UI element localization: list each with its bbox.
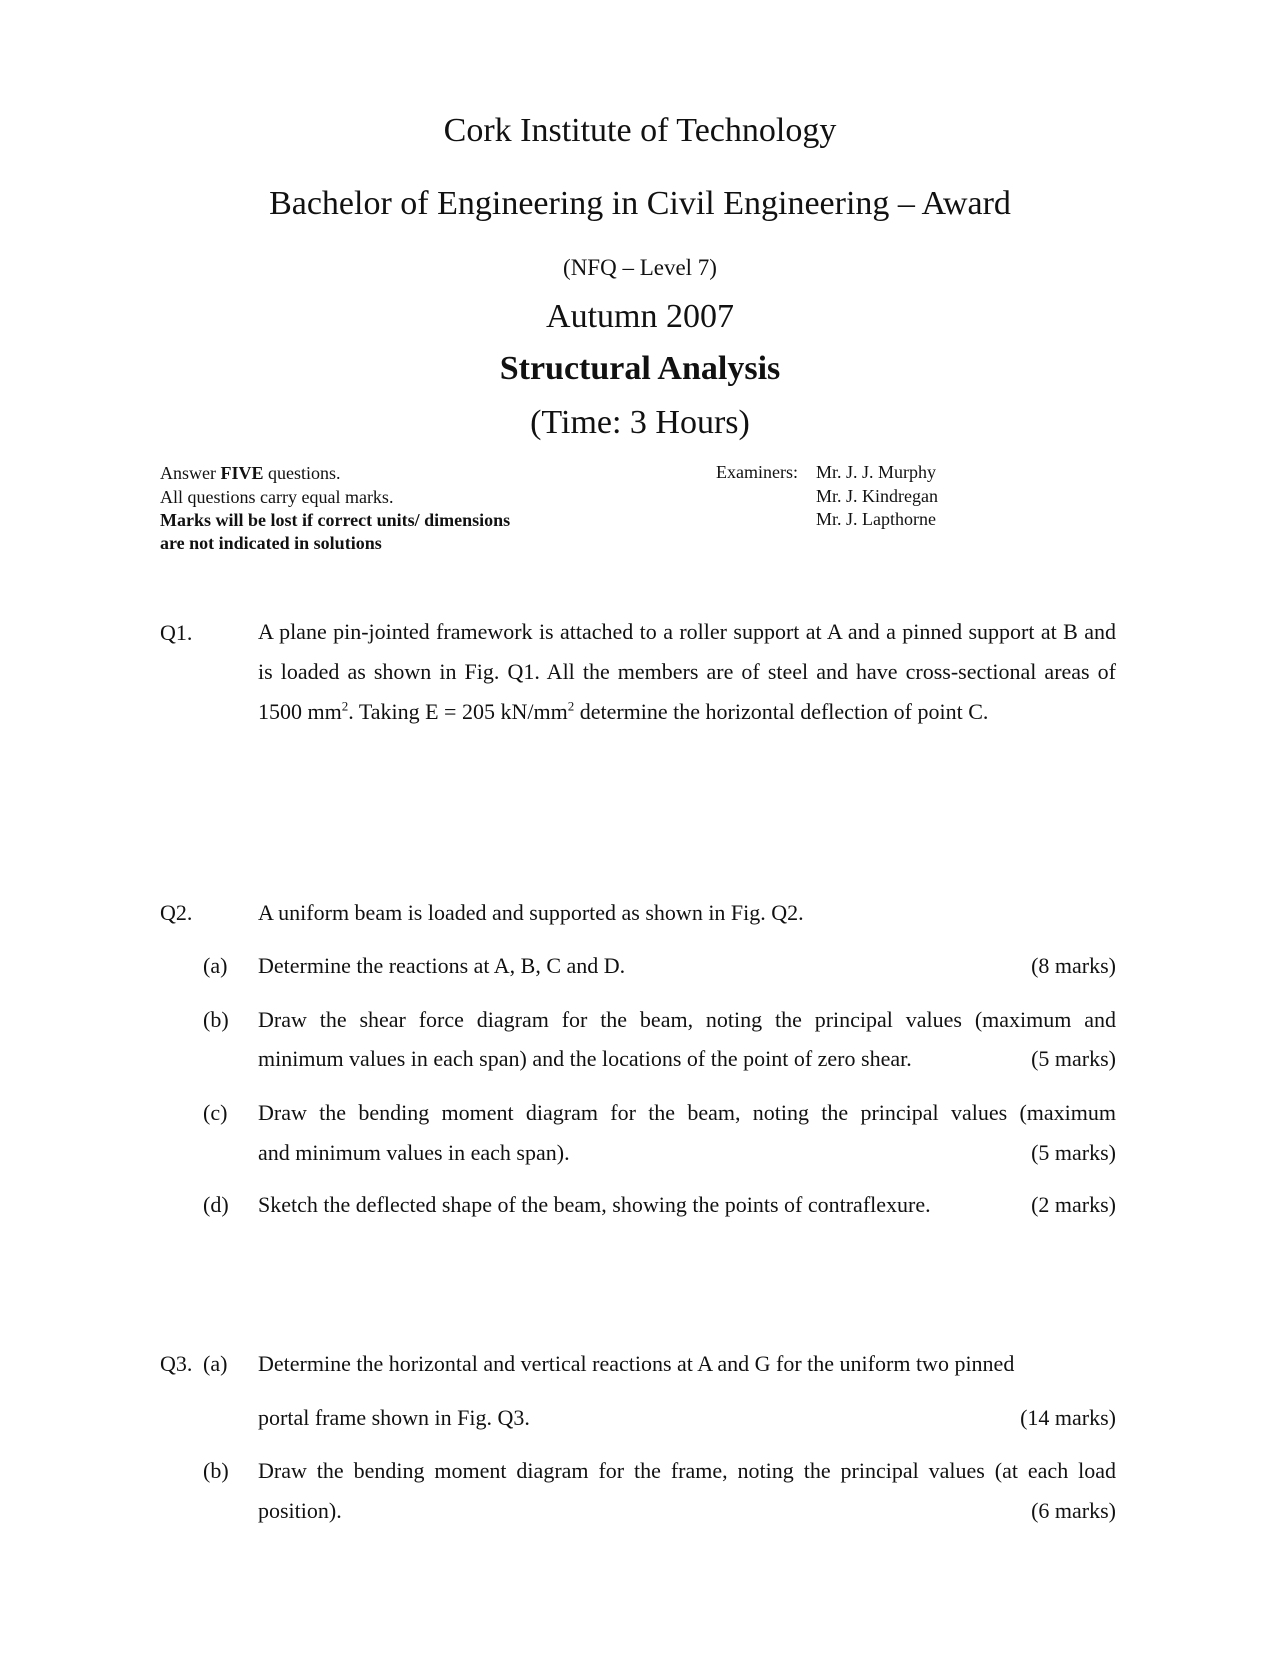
q3a-text-line1: Determine the horizontal and vertical reactions at A and G for the uniform two pinned <box>258 1351 1015 1376</box>
instruction-suffix: questions. <box>263 463 341 483</box>
instruction-prefix: Answer <box>160 463 221 483</box>
subject-title: Structural Analysis <box>499 350 781 387</box>
question-2-label: Q2. <box>160 900 193 925</box>
nfq-level: (NFQ – Level 7) <box>563 255 717 280</box>
instruction-five: FIVE <box>220 463 264 483</box>
q1-superscript: 2 <box>341 698 349 714</box>
q2-part-label: (b) <box>203 1007 229 1032</box>
q1-text-part-c: determine the horizontal deflection of point C. <box>574 699 989 724</box>
examiners-label: Examiners: <box>716 462 798 482</box>
question-3-label: Q3. <box>160 1351 193 1376</box>
q3a-marks: (14 marks) <box>1020 1405 1116 1430</box>
q3b-text-line1: Draw the bending moment diagram for the frame, noting the principal values (at each load <box>258 1458 1116 1483</box>
q1-text-part-b: . Taking E = 205 kN/mm <box>348 699 568 724</box>
institution-title: Cork Institute of Technology <box>443 112 837 149</box>
exam-duration: (Time: 3 Hours) <box>530 404 750 441</box>
q2d-text: Sketch the deflected shape of the beam, showing the points of contraflexure. <box>258 1192 931 1217</box>
q1-superscript: 2 <box>567 698 575 714</box>
q3a-text-line2: portal frame shown in Fig. Q3. <box>258 1405 530 1430</box>
examiner-name: Mr. J. J. Murphy <box>816 462 937 482</box>
examiner-name: Mr. J. Lapthorne <box>816 509 936 529</box>
q3b-marks: (6 marks) <box>1031 1498 1116 1523</box>
q3-part-label: (b) <box>203 1458 229 1483</box>
instruction-answer-five <box>160 462 341 485</box>
q2c-marks: (5 marks) <box>1031 1140 1116 1165</box>
q2-part-label: (a) <box>203 953 228 978</box>
q2b-marks: (5 marks) <box>1031 1046 1116 1071</box>
q2a-text: Determine the reactions at A, B, C and D. <box>258 953 626 978</box>
exam-session: Autumn 2007 <box>546 298 734 335</box>
q2-part-label: (d) <box>203 1192 229 1217</box>
q2a-marks: (8 marks) <box>1031 953 1116 978</box>
instruction-units-warning-2: are not indicated in solutions <box>160 533 382 553</box>
question-2-intro: A uniform beam is loaded and supported as shown in Fig. Q2. <box>258 900 804 925</box>
instruction-equal-marks: All questions carry equal marks. <box>160 487 394 507</box>
instruction-units-warning-1: Marks will be lost if correct units/ dimensions <box>160 510 511 530</box>
q2b-text-line2: minimum values in each span) and the locations of the point of zero shear. <box>258 1046 912 1071</box>
examiner-name: Mr. J. Kindregan <box>816 486 938 506</box>
question-1-text <box>258 612 1116 732</box>
q2c-text-line2: and minimum values in each span). <box>258 1140 570 1165</box>
degree-title: Bachelor of Engineering in Civil Engineering – Award <box>269 185 1011 222</box>
q2c-text-line1: Draw the bending moment diagram for the beam, noting the principal values (maximum <box>258 1100 1116 1125</box>
q2d-marks: (2 marks) <box>1031 1192 1116 1217</box>
q3b-text-line2: position). <box>258 1498 342 1523</box>
q2b-text-line1: Draw the shear force diagram for the beam, noting the principal values (maximum and <box>258 1007 1116 1032</box>
question-1-label: Q1. <box>160 620 193 645</box>
q3-part-label: (a) <box>203 1351 228 1376</box>
q1-text-part-a: A plane pin-jointed framework is attached to a roller support at A and a pinned support at B and is loaded as shown in Fig. Q1. All the members are of steel and have cross-sectional areas of 1500 mm <box>258 619 1116 724</box>
q2-part-label: (c) <box>203 1100 228 1125</box>
